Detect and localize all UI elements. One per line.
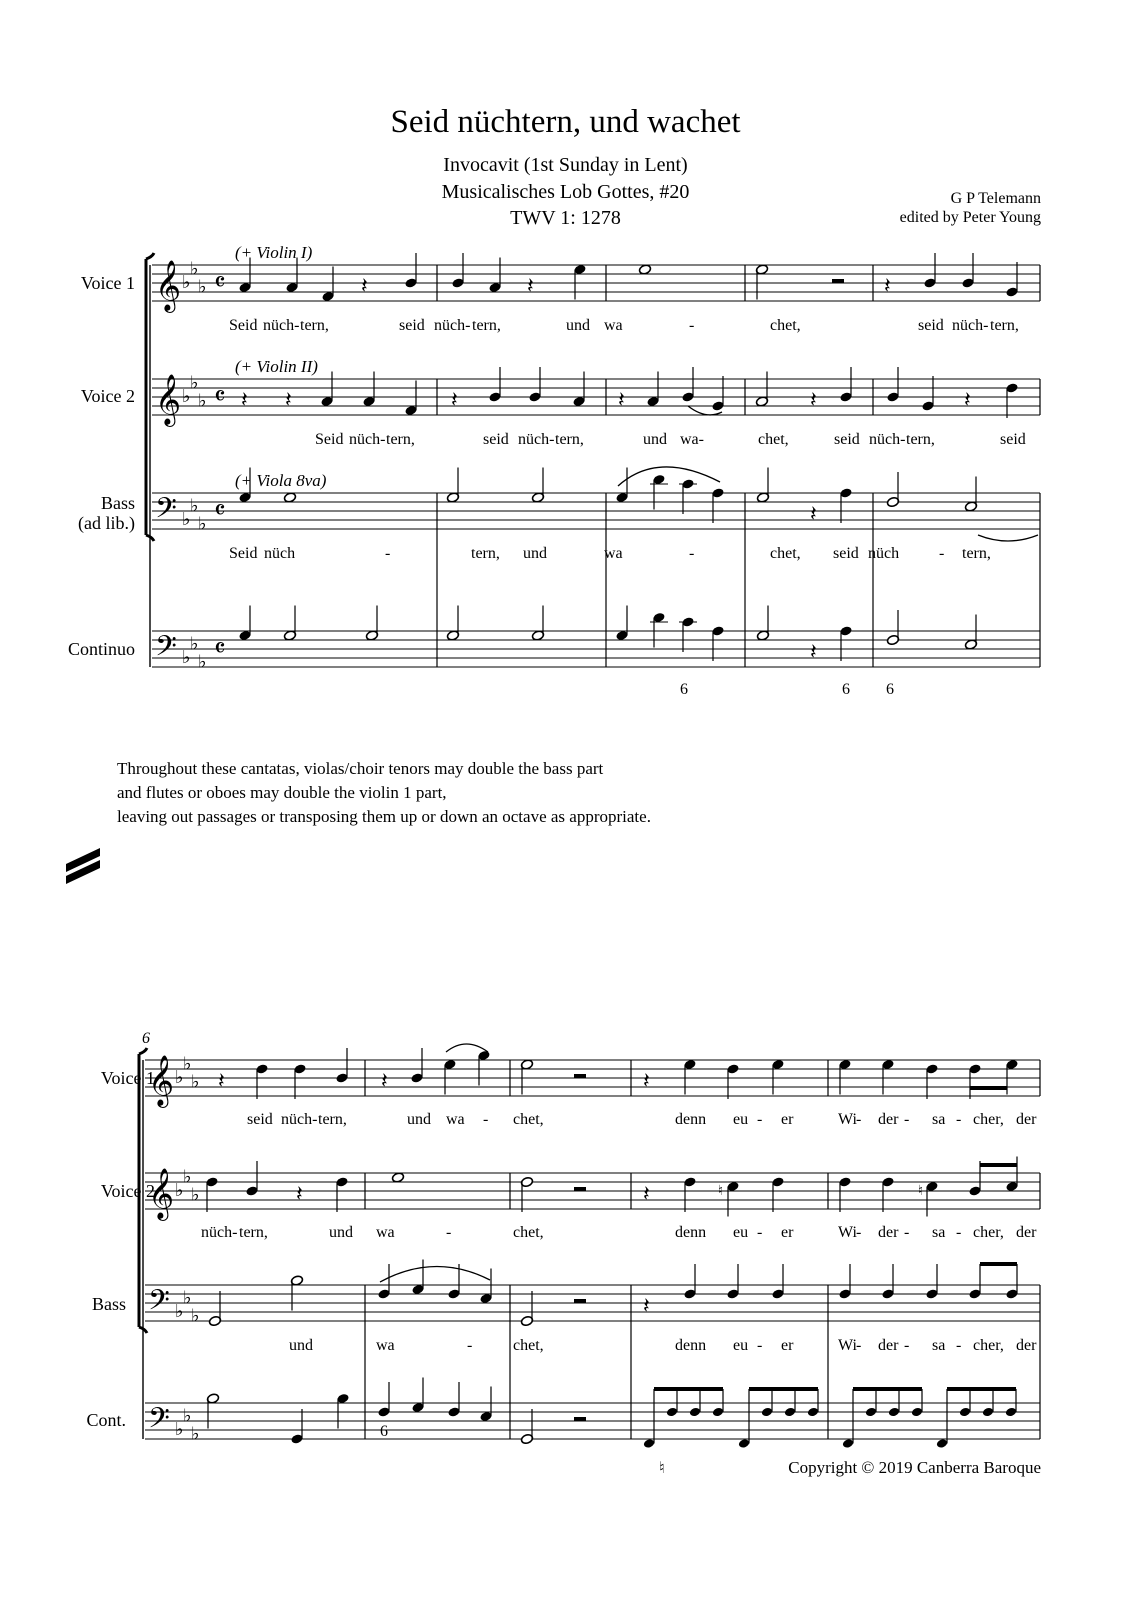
lyric: nüch-: [434, 317, 471, 334]
lyric: nüch: [264, 545, 296, 562]
lyric: nüch-: [263, 317, 300, 334]
key-flat: ♭: [183, 1287, 192, 1309]
quarter-rest: 𝄽: [884, 274, 891, 299]
key-flat: ♭: [175, 1067, 184, 1088]
lyric: -: [956, 1337, 962, 1354]
lyric: seid: [247, 1111, 273, 1128]
lyric: wa: [376, 1337, 395, 1354]
lyric: nüch: [868, 545, 900, 562]
quarter-rest: 𝄽: [527, 274, 534, 299]
lyric: der: [878, 1337, 899, 1354]
lyric: -: [757, 1224, 763, 1241]
lyric: der: [1016, 1337, 1037, 1354]
lyric: tern,: [555, 431, 584, 448]
subtitle-collection: Musicalisches Lob Gottes, #20: [441, 181, 690, 203]
key-flat: ♭: [191, 1071, 200, 1093]
lyric: Seid: [315, 431, 344, 448]
lyric: chet,: [758, 431, 789, 448]
lyric: der: [878, 1224, 899, 1241]
lyric: wa: [604, 545, 623, 562]
bass-clef: 𝄢: [148, 1284, 170, 1324]
lyric: seid: [918, 317, 944, 334]
subtitle-catalog: TWV 1: 1278: [510, 207, 621, 229]
page-title: Seid nüchtern, und wachet: [390, 104, 741, 140]
slur: [446, 1044, 488, 1052]
lyric: wa: [604, 317, 623, 334]
quarter-rest: 𝄽: [643, 1182, 650, 1207]
key-flat: ♭: [190, 633, 199, 655]
notehead: [807, 1407, 819, 1418]
quarter-rest: 𝄽: [285, 388, 292, 413]
half-rest: [574, 1187, 586, 1191]
lyric: -: [856, 1111, 862, 1128]
lyric: seid: [483, 431, 509, 448]
key-flat: ♭: [190, 258, 199, 280]
part-label-continuo: Cont.: [86, 1410, 126, 1430]
lyric: seid: [833, 545, 859, 562]
lyric: wa: [376, 1224, 395, 1241]
lyric: er: [781, 1111, 794, 1128]
notehead: [738, 1438, 750, 1449]
notehead: [888, 1407, 900, 1418]
lyric: der: [1016, 1224, 1037, 1241]
annotation-violin1: (+ Violin I): [235, 243, 313, 262]
key-flat: ♭: [198, 513, 207, 535]
lyric: tern,: [318, 1111, 347, 1128]
lyric: Seid: [229, 545, 258, 562]
figured-bass: 6: [842, 681, 850, 698]
lyric: cher,: [973, 1337, 1004, 1354]
time-signature: 𝄴: [214, 496, 226, 526]
key-flat: ♭: [183, 1166, 192, 1188]
lyric: chet,: [770, 545, 801, 562]
lyric: und: [329, 1224, 353, 1241]
lyric: chet,: [513, 1337, 544, 1354]
time-signature: 𝄴: [214, 268, 226, 298]
lyric: chet,: [513, 1111, 544, 1128]
lyric: er: [781, 1224, 794, 1241]
annotation-violin2: (+ Violin II): [235, 357, 318, 376]
notehead: [712, 1407, 724, 1418]
key-flat: ♭: [175, 1301, 184, 1322]
lyric: denn: [675, 1224, 707, 1241]
lyric: seid: [1000, 431, 1026, 448]
lyric: tern,: [471, 545, 500, 562]
notehead: [689, 1407, 701, 1418]
lyric: -: [757, 1337, 763, 1354]
notehead: [761, 1407, 773, 1418]
lyric: Wi: [838, 1224, 857, 1241]
notehead: [638, 264, 651, 275]
key-flat: ♭: [183, 1053, 192, 1075]
key-flat: ♭: [190, 372, 199, 394]
part-label-bass: Bass: [91, 1294, 126, 1314]
notehead: [1005, 1407, 1017, 1418]
key-flat: ♭: [182, 386, 191, 407]
lyric: eu: [733, 1224, 749, 1241]
quarter-rest: 𝄽: [218, 1069, 225, 1094]
composer: G P Telemann: [950, 190, 1041, 207]
lyric: tern,: [239, 1224, 268, 1241]
performance-note: [117, 757, 651, 829]
notehead: [666, 1407, 678, 1418]
natural-sign: ♮: [718, 1183, 724, 1199]
lyric: nüch-: [869, 431, 906, 448]
lyric: cher,: [973, 1224, 1004, 1241]
lyric: denn: [675, 1337, 707, 1354]
lyric: nüch-: [349, 431, 386, 448]
lyric: -: [689, 545, 695, 562]
half-rest: [574, 1299, 586, 1303]
lyric: Wi: [838, 1337, 857, 1354]
lyric: -: [757, 1111, 763, 1128]
lyric: seid: [834, 431, 860, 448]
lyric: -: [385, 545, 391, 562]
figured-bass: 6: [886, 681, 894, 698]
lyric: sa: [932, 1111, 946, 1128]
notehead: [283, 492, 296, 503]
quarter-rest: 𝄽: [241, 388, 248, 413]
lyric: der: [878, 1111, 899, 1128]
quarter-rest: 𝄽: [361, 274, 368, 299]
key-flat: ♭: [191, 1423, 200, 1445]
lyric: nüch-: [518, 431, 555, 448]
lyric: tern,: [990, 317, 1019, 334]
notehead: [842, 1438, 854, 1449]
lyric: -: [856, 1337, 862, 1354]
tie: [978, 535, 1038, 541]
quarter-rest: 𝄽: [643, 1294, 650, 1319]
notehead: [911, 1407, 923, 1418]
note-line: and flutes or oboes may double the violin 1 part,: [117, 783, 447, 802]
lyric: Wi: [838, 1111, 857, 1128]
lyric: -: [956, 1111, 962, 1128]
key-flat: ♭: [190, 495, 199, 517]
subtitle-occasion: Invocavit (1st Sunday in Lent): [443, 154, 688, 176]
bass-clef: 𝄢: [155, 630, 177, 670]
lyric: und: [643, 431, 667, 448]
system-break-icon: [66, 848, 100, 884]
half-rest: [832, 279, 844, 283]
notehead: [936, 1438, 948, 1449]
lyric: nüch-: [201, 1224, 238, 1241]
lyric: cher,: [973, 1111, 1004, 1128]
key-flat: ♭: [183, 1405, 192, 1427]
lyric: sa: [932, 1224, 946, 1241]
lyric: tern,: [386, 431, 415, 448]
lyric: und: [523, 545, 547, 562]
part-label-bass: Bass: [100, 493, 135, 513]
treble-clef: 𝄞: [155, 260, 182, 311]
lyric: -: [483, 1111, 489, 1128]
lyric: sa: [932, 1337, 946, 1354]
lyric: tern,: [300, 317, 329, 334]
half-rest: [574, 1074, 586, 1078]
lyric: nüch-: [281, 1111, 318, 1128]
key-flat: ♭: [175, 1180, 184, 1201]
lyric: -: [856, 1224, 862, 1241]
treble-clef: 𝄞: [155, 374, 182, 425]
time-signature: 𝄴: [214, 634, 226, 664]
quarter-rest: 𝄽: [964, 388, 971, 413]
measure-number: 6: [142, 1030, 150, 1047]
slur: [380, 1266, 490, 1282]
key-flat: ♭: [198, 276, 207, 298]
annotation-viola: (+ Viola 8va): [235, 471, 327, 490]
lyric: -: [956, 1224, 962, 1241]
lyric: und: [566, 317, 590, 334]
quarter-rest: 𝄽: [618, 388, 625, 413]
part-label-bass-adlib: (ad lib.): [78, 513, 135, 533]
lyric: seid: [399, 317, 425, 334]
quarter-rest: 𝄽: [451, 388, 458, 413]
notehead: [959, 1407, 971, 1418]
lyric: wa: [446, 1111, 465, 1128]
slur: [618, 467, 720, 486]
figured-bass: 6: [680, 681, 688, 698]
key-flat: ♭: [198, 390, 207, 412]
lyric: -: [939, 545, 945, 562]
copyright: Copyright © 2019 Canberra Baroque: [788, 1458, 1041, 1477]
lyric: chet,: [513, 1224, 544, 1241]
lyric: -: [904, 1111, 910, 1128]
part-label-voice2: Voice 2: [80, 386, 135, 406]
notehead: [643, 1438, 655, 1449]
lyric: tern,: [472, 317, 501, 334]
lyric: nüch-: [952, 317, 989, 334]
bass-clef: 𝄢: [155, 492, 177, 532]
treble-clef: 𝄞: [148, 1168, 175, 1219]
lyric: -: [467, 1337, 473, 1354]
natural-sign: ♮: [918, 1183, 924, 1199]
lyric: tern,: [906, 431, 935, 448]
lyric: tern,: [962, 545, 991, 562]
part-label-voice1: Voice 1: [80, 273, 135, 293]
notehead: [784, 1407, 796, 1418]
quarter-rest: 𝄽: [381, 1069, 388, 1094]
key-flat: ♭: [182, 647, 191, 668]
lyric: Seid: [229, 317, 258, 334]
notehead: [982, 1407, 994, 1418]
half-rest: [574, 1417, 586, 1421]
key-flat: ♭: [182, 272, 191, 293]
editor: edited by Peter Young: [899, 209, 1041, 226]
lyric: -: [446, 1224, 452, 1241]
figured-bass: 6: [380, 1423, 388, 1440]
key-flat: ♭: [182, 509, 191, 530]
quarter-rest: 𝄽: [643, 1069, 650, 1094]
part-label-continuo: Continuo: [67, 639, 135, 659]
time-signature: 𝄴: [214, 382, 226, 412]
lyric: er: [781, 1337, 794, 1354]
lyric: -: [689, 317, 695, 334]
quarter-rest: 𝄽: [296, 1182, 303, 1207]
lyric: und: [407, 1111, 431, 1128]
quarter-rest: 𝄽: [810, 640, 817, 665]
quarter-rest: 𝄽: [810, 388, 817, 413]
key-flat: ♭: [191, 1184, 200, 1206]
notehead: [391, 1172, 404, 1183]
notehead: [865, 1407, 877, 1418]
part-label-voice1: Voice 1: [100, 1068, 155, 1088]
note-line: Throughout these cantatas, violas/choir tenors may double the bass part: [117, 759, 604, 778]
quarter-rest: 𝄽: [810, 502, 817, 527]
lyric: der: [1016, 1111, 1037, 1128]
lyric: -: [904, 1337, 910, 1354]
note-line: leaving out passages or transposing them up or down an octave as appropriate.: [117, 807, 651, 826]
lyric: und: [289, 1337, 313, 1354]
key-flat: ♭: [191, 1305, 200, 1327]
part-label-voice2: Voice 2: [100, 1181, 155, 1201]
lyric: -: [904, 1224, 910, 1241]
lyric: eu: [733, 1337, 749, 1354]
lyric: eu: [733, 1111, 749, 1128]
figured-bass-natural: ♮: [659, 1460, 665, 1477]
key-flat: ♭: [175, 1419, 184, 1440]
bass-clef: 𝄢: [148, 1402, 170, 1442]
lyric: chet,: [770, 317, 801, 334]
lyric: wa-: [680, 431, 704, 448]
treble-clef: 𝄞: [148, 1055, 175, 1106]
key-flat: ♭: [198, 651, 207, 673]
lyric: denn: [675, 1111, 707, 1128]
